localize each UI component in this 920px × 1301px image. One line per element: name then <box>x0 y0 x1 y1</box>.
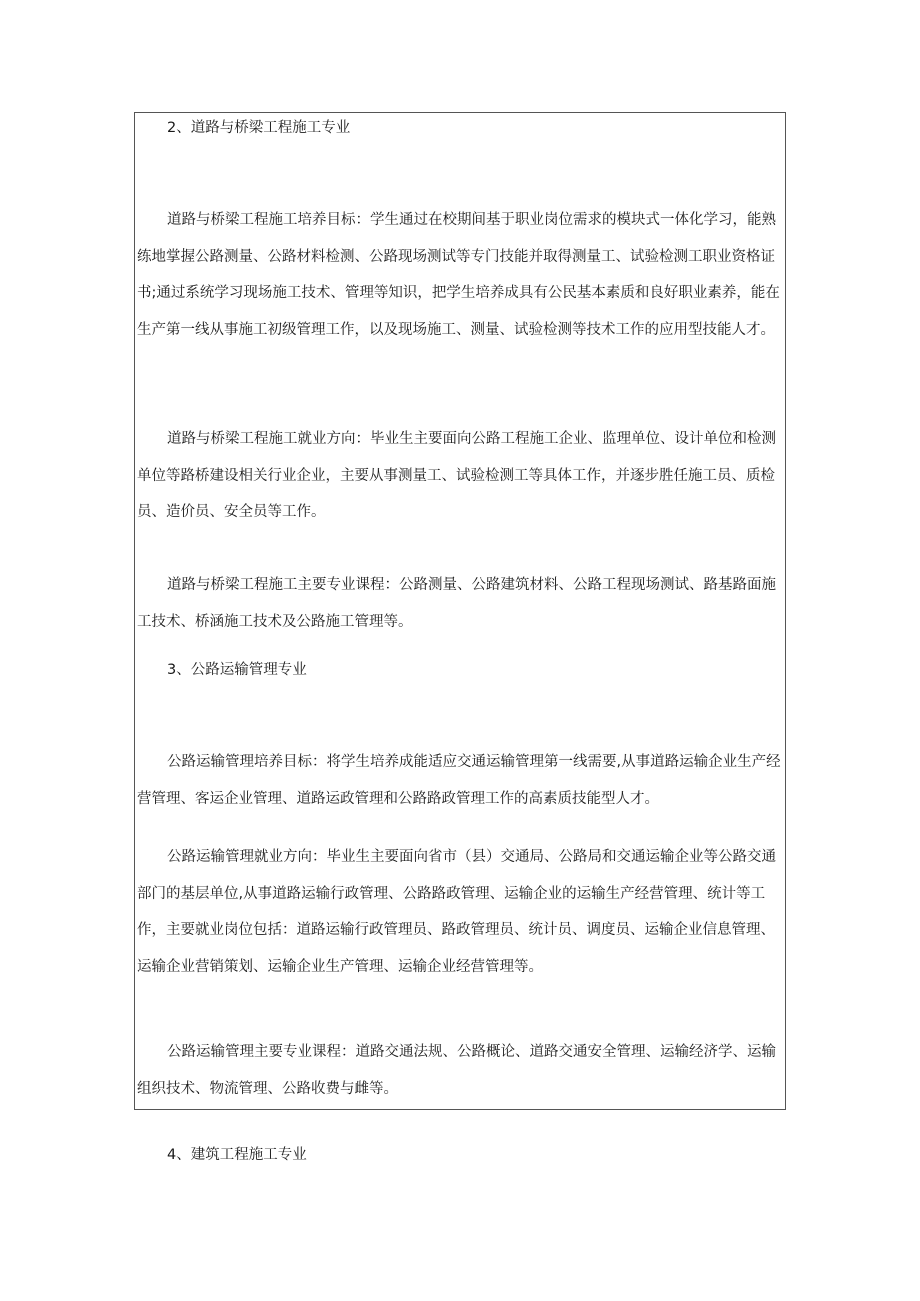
paragraph-transport-courses: 公路运输管理主要专业课程：道路交通法规、公路概论、道路交通安全管理、运输经济学、运输组织技术、物流管理、公路收费与雌等。 <box>137 1044 776 1097</box>
paragraph-road-bridge-employment: 道路与桥梁工程施工就业方向：毕业生主要面向公路工程施工企业、监理单位、设计单位和检测单位等路桥建设相关行业企业，主要从事测量工、试验检测工等具体工作，并逐步胜任施工员、质检员、造价员、安全员等工作。 <box>137 431 776 520</box>
paragraph-transport-goal: 公路运输管理培养目标：将学生培养成能适应交通运输管理第一线需要,从事道路运输企业生产经营管理、客运企业管理、道路运政管理和公路路政管理工作的高素质技能型人才。 <box>137 754 781 807</box>
paragraph-road-bridge-courses: 道路与桥梁工程施工主要专业课程：公路测量、公路建筑材料、公路工程现场测试、路基路面施工技术、桥涵施工技术及公路施工管理等。 <box>137 577 776 630</box>
paragraph-transport-employment: 公路运输管理就业方向：毕业生主要面向省市（县）交通局、公路局和交通运输企业等公路交通部门的基层单位,从事道路运输行政管理、公路路政管理、运输企业的运输生产经营管理、统计等工作，主要就业岗位包括：道路运输行政管理员、路政管理员、统计员、调度员、运输企业信息管理、运输企业营销策划、运输企业生产管理、运输企业经营管理等。 <box>137 849 776 975</box>
section-heading-transport: 3、公路运输管理专业 <box>167 662 307 678</box>
section-heading-road-bridge: 2、道路与桥梁工程施工专业 <box>167 120 351 136</box>
paragraph-road-bridge-goal: 道路与桥梁工程施工培养目标：学生通过在校期间基于职业岗位需求的模块式一体化学习，能熟练地掌握公路测量、公路材料检测、公路现场测试等专门技能并取得测量工、试验检测工职业资格证书;通过系统学习现场施工技术、管理等知识，把学生培养成具有公民基本素质和良好职业素养，能在生产第一线从事施工初级管理工作，以及现场施工、测量、试验检测等技术工作的应用型技能人才。 <box>137 212 780 338</box>
section-heading-construction: 4、建筑工程施工专业 <box>167 1147 307 1163</box>
